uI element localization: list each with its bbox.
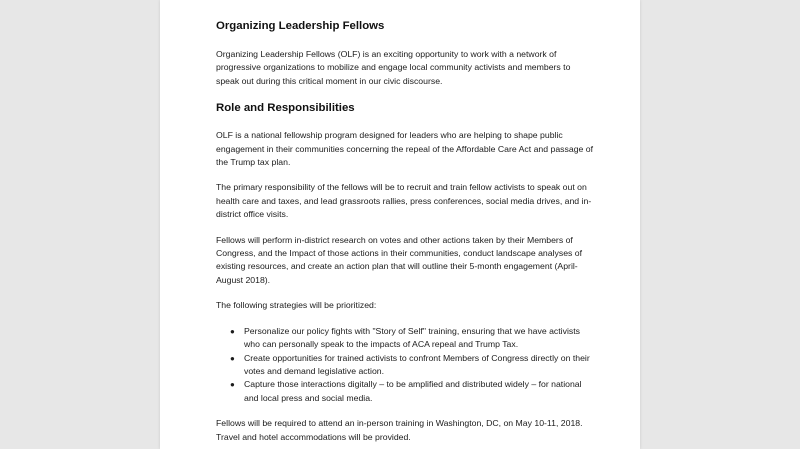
list-item — [216, 378, 596, 405]
bullet-icon: ● — [230, 326, 235, 336]
strategy-list — [216, 325, 596, 405]
paragraph-strategies-intro: The following strategies will be prioritized: — [216, 300, 377, 311]
section-heading: Role and Responsibilities — [216, 102, 355, 115]
bullet-icon: ● — [230, 380, 235, 390]
list-item-text: Capture those interactions digitally – to be amplified and distributed widely – for national and local press and social media. — [244, 379, 582, 403]
paragraph-olf: OLF is a national fellowship program designed for leaders who are helping to shape public engagement in their communities concerning the repeal of the Affordable Care Act and passage of the Trump tax plan. — [216, 130, 594, 168]
document-content — [216, 19, 596, 449]
bullet-icon: ● — [230, 353, 235, 363]
closing-paragraph: Fellows will be required to attend an in-person training in Washington, DC, on May 10-11, 2018. Travel and hotel accommodations will be provided. — [216, 418, 583, 442]
list-item — [216, 352, 596, 379]
list-item-text: Personalize our policy fights with "Story of Self" training, ensuring that we have activists who can personally speak to the impacts of ACA repeal and Trump Tax. — [244, 325, 580, 350]
document-title: Organizing Leadership Fellows — [216, 20, 385, 32]
list-item-text: Create opportunities for trained activists to confront Members of Congress directly on their votes and demand legislative action. — [244, 352, 590, 376]
paragraph-responsibility: The primary responsibility of the fellows will be to recruit and train fellow activists to speak out on health care and taxes, and lead grassroots rallies, press conferences, social media drives, and in-district office visits. — [216, 182, 592, 220]
document-page — [160, 0, 640, 449]
list-item — [216, 325, 596, 352]
paragraph-research: Fellows will perform in-district research on votes and other actions taken by their Members of Congress, and the Impact of those actions in their communities, conduct landscape analyses of existing resources, and create an action plan that will outline their 5-month engagement (April-August 2018). — [216, 234, 583, 285]
intro-paragraph: Organizing Leadership Fellows (OLF) is an exciting opportunity to work with a network of progressive organizations to mobilize and engage local community activists and members to speak out during this critical moment in our civic discourse. — [216, 49, 571, 86]
